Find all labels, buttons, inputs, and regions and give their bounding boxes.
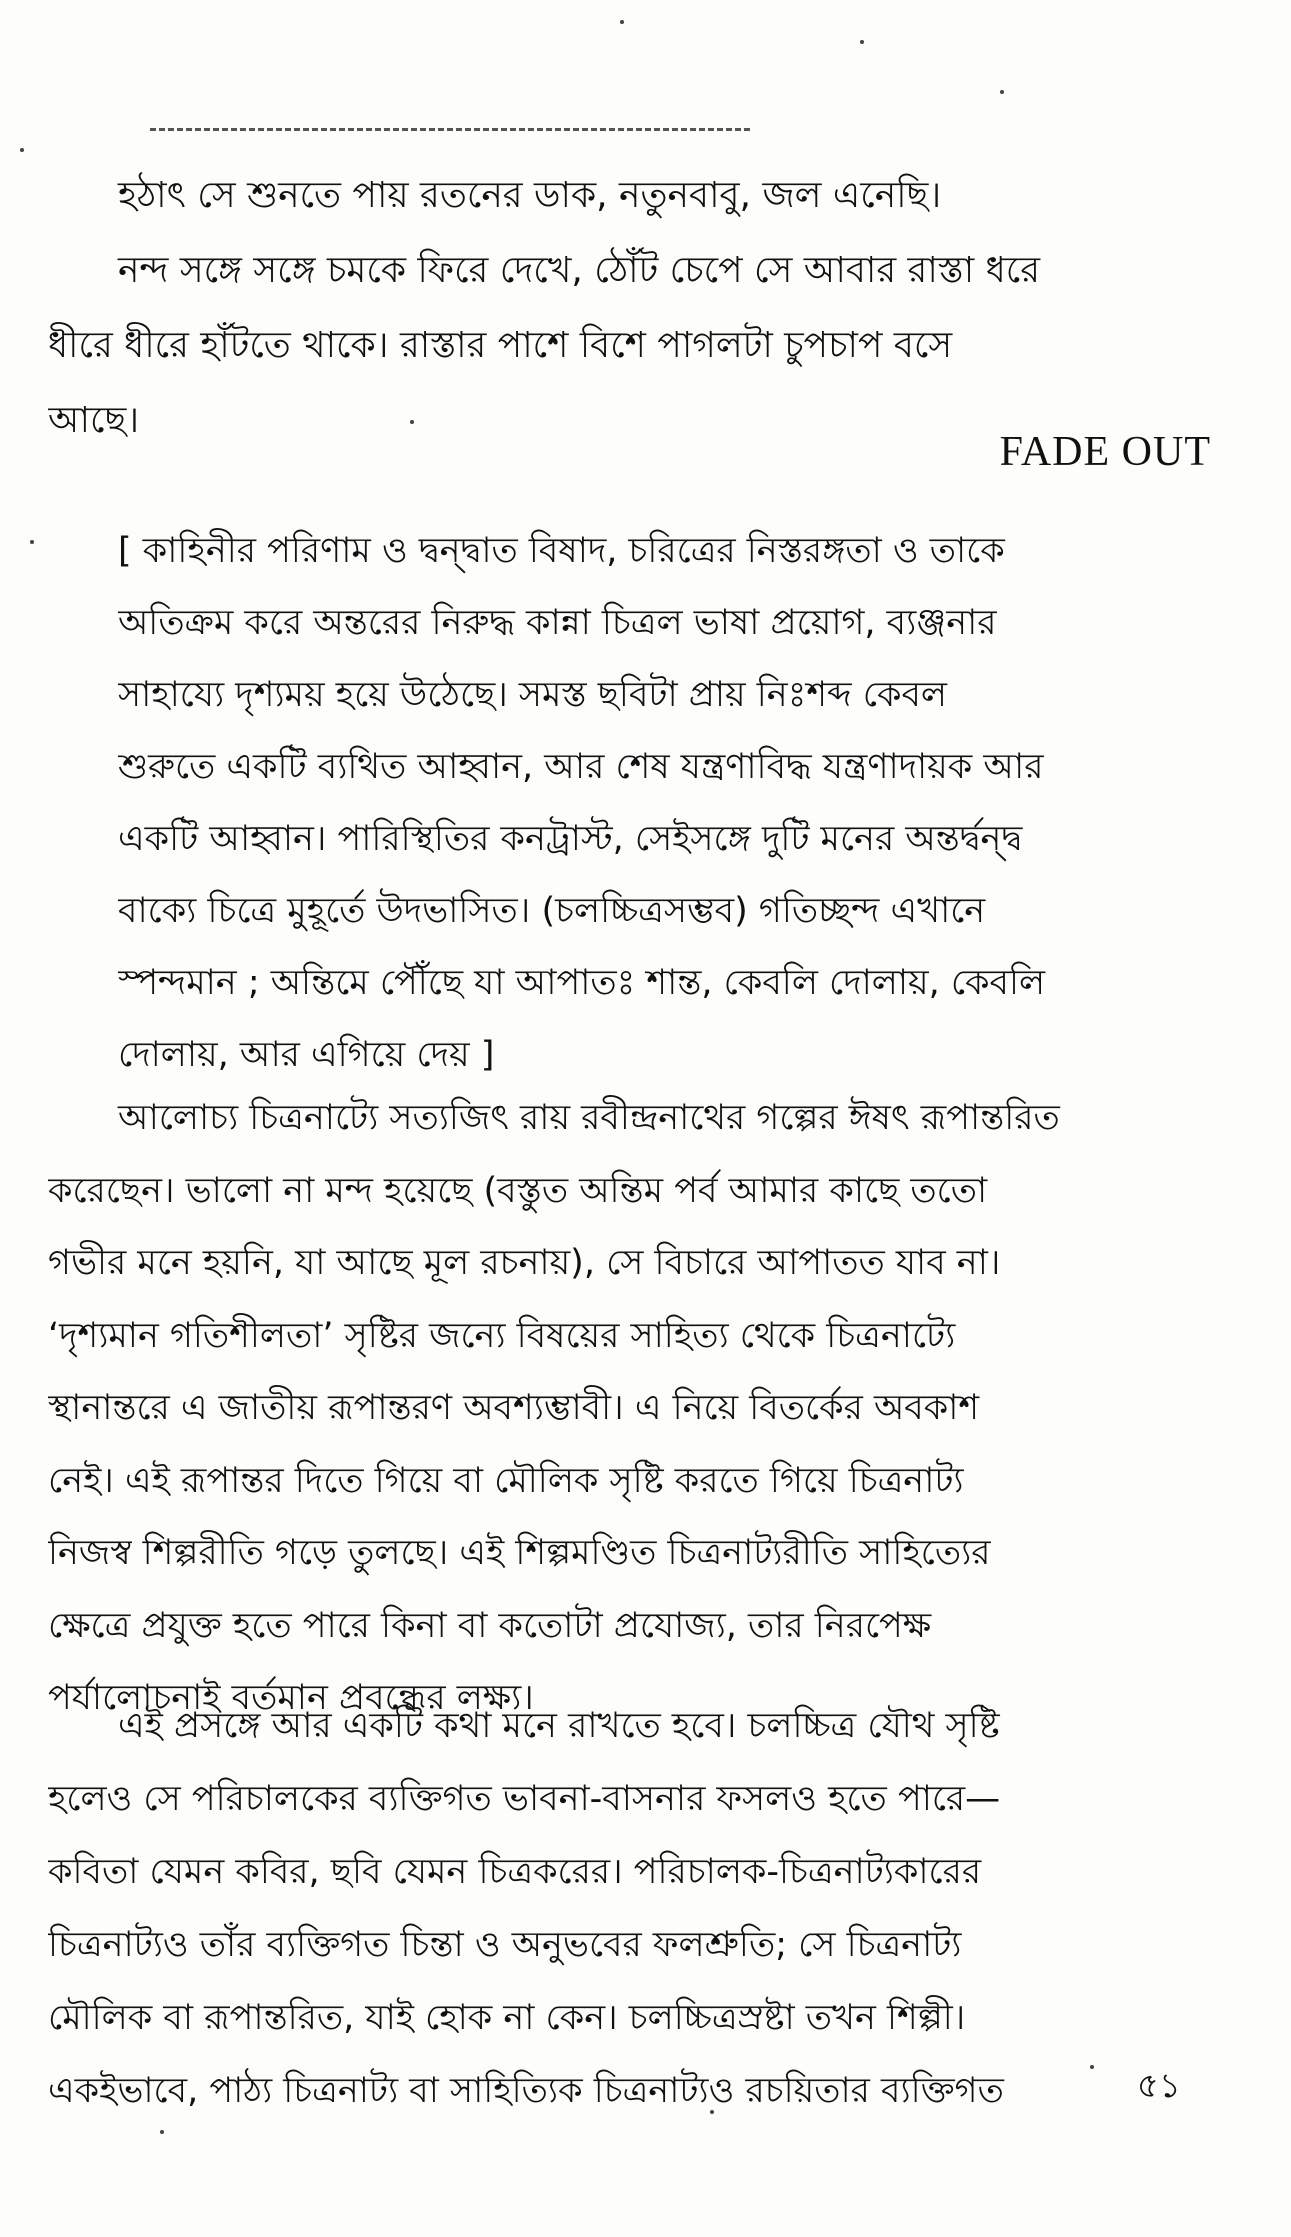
scene-direction-fade-out: FADE OUT <box>999 429 1211 475</box>
text-line: এই প্রসঙ্গে আর একটি কথা মনে রাখতে হবে। চলচ্চিত্র যৌথ সৃষ্টি <box>118 1706 1000 1746</box>
text-line: ধীরে ধীরে হাঁটতে থাকে। রাস্তার পাশে বিশে পাগলটা চুপচাপ বসে <box>48 325 953 366</box>
text-line: হলেও সে পরিচালকের ব্যক্তিগত ভাবনা-বাসনার ফসলও হতে পারে— <box>48 1779 1001 1819</box>
paragraph-body <box>48 1082 1218 1735</box>
text-line: হঠাৎ সে শুনতে পায় রতনের ডাক, নতুনবাবু, জল এনেছি। <box>118 175 942 216</box>
text-line: গভীর মনে হয়নি, যা আছে মূল রচনায়), সে বিচারে আপাতত যাব না। <box>48 1243 1001 1283</box>
text-line: একইভাবে, পাঠ্য চিত্রনাট্য বা সাহিত্যিক চিত্রনাট্যও রচয়িতার ব্যক্তিগত <box>48 2071 1004 2111</box>
text-line: করেছেন। ভালো না মন্দ হয়েছে (বস্তুত অন্তিম পর্ব আমার কাছে ততো <box>48 1170 988 1211</box>
note-line: সাহায্যে দৃশ্যময় হয়ে উঠেছে। সমস্ত ছবিটা প্রায় নিঃশব্দ কেবল <box>118 675 948 715</box>
text-line: কবিতা যেমন কবির, ছবি যেমন চিত্রকরের। পরিচালক-চিত্রনাট্যকারের <box>48 1852 982 1892</box>
text-line: ক্ষেত্রে প্রযুক্ত হতে পারে কিনা বা কতোটা প্রযোজ্য, তার নিরপেক্ষ <box>48 1605 932 1646</box>
note-line: একটি আহ্বান। পারিস্থিতির কনট্রাস্ট, সেইসঙ্গে দুটি মনের অন্তর্দ্বন্দ্ব <box>118 819 1023 859</box>
note-line: অতিক্রম করে অন্তরের নিরুদ্ধ কান্না চিত্রল ভাষা প্রয়োগ, ব্যঞ্জনার <box>118 603 997 643</box>
commentary-note <box>118 515 1218 1091</box>
text-line: মৌলিক বা রূপান্তরিত, যাই হোক না কেন। চলচ্চিত্রস্রষ্টা তখন শিল্পী। <box>48 1998 966 2038</box>
scan-speck <box>860 40 864 44</box>
note-line: দোলায়, আর এগিয়ে দেয় ] <box>118 1035 495 1075</box>
note-line: স্পন্দমান ; অন্তিমে পৌঁছে যা আপাতঃ শান্ত, কেবলি দোলায়, কেবলি <box>118 963 1046 1003</box>
scan-speck <box>30 540 34 544</box>
scan-speck <box>620 20 624 24</box>
text-line: নেই। এই রূপান্তর দিতে গিয়ে বা মৌলিক সৃষ্টি করতে গিয়ে চিত্রনাট্য <box>48 1460 964 1501</box>
scan-speck <box>1000 90 1004 94</box>
text-line: আছে। <box>48 400 140 441</box>
text-line: আলোচ্য চিত্রনাট্যে সত্যজিৎ রায় রবীন্দ্রনাথের গল্পের ঈষৎ রূপান্তরিত <box>118 1098 1060 1138</box>
text-line: ‘দৃশ্যমান গতিশীলতা’ সৃষ্টির জন্যে বিষয়ের সাহিত্য থেকে চিত্রনাট্যে <box>48 1315 956 1356</box>
text-line: চিত্রনাট্যও তাঁর ব্যক্তিগত চিন্তা ও অনুভবের ফলশ্রুতি; সে চিত্রনাট্য <box>48 1925 962 1965</box>
top-rule-line <box>150 128 750 131</box>
note-line: [ কাহিনীর পরিণাম ও দ্বন্দ্বাত বিষাদ, চরিত্রের নিস্তরঙ্গতা ও তাকে <box>118 531 1005 571</box>
scan-speck <box>20 148 24 152</box>
paragraph-last <box>48 1690 1218 2128</box>
scan-speck <box>160 2130 164 2134</box>
page-number: ৫১ <box>1136 2066 1181 2106</box>
note-line: বাক্যে চিত্রে মুহূর্তে উদভাসিত। (চলচ্চিত্রসম্ভব) গতিচ্ছন্দ এখানে <box>118 891 986 931</box>
text-line: স্থানান্তরে এ জাতীয় রূপান্তরণ অবশ্যম্ভাবী। এ নিয়ে বিতর্কের অবকাশ <box>48 1388 980 1428</box>
text-line: পর্যালোচনাই বর্তমান প্রবন্ধের লক্ষ্য। <box>48 1678 534 1718</box>
text-line: নন্দ সঙ্গে সঙ্গে চমকে ফিরে দেখে, ঠোঁট চেপে সে আবার রাস্তা ধরে <box>118 250 1041 291</box>
text-line: নিজস্ব শিল্পরীতি গড়ে তুলছে। এই শিল্পমণ্ডিত চিত্রনাট্যরীতি সাহিত্যের <box>48 1533 991 1573</box>
note-line: শুরুতে একটি ব্যথিত আহ্বান, আর শেষ যন্ত্রণাবিদ্ধ যন্ত্রণাদায়ক আর <box>118 747 1044 787</box>
paragraph-top <box>48 158 1218 458</box>
